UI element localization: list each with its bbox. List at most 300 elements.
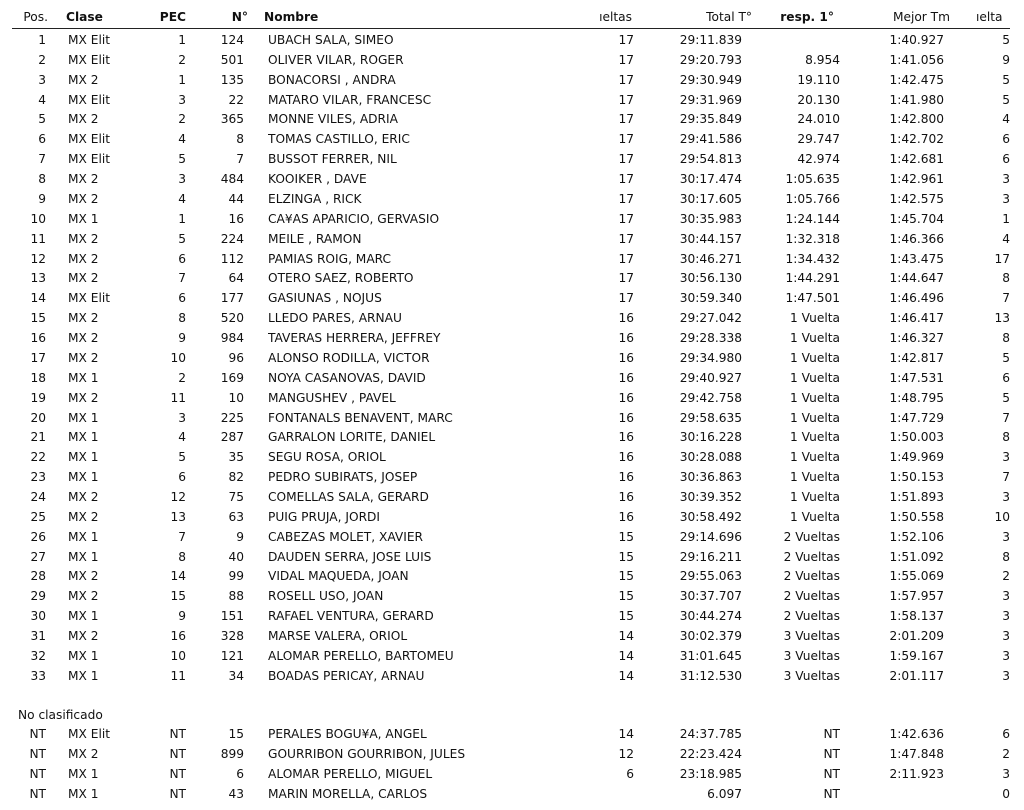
cell-num: 225 <box>220 410 244 425</box>
cell-pec: NT <box>169 747 186 761</box>
cell-pec: 3 <box>178 92 186 107</box>
cell-mejor: 1:42.817 <box>889 350 944 365</box>
cell-pec: NT <box>169 727 186 741</box>
cell-vuelta: 3 <box>1002 609 1010 624</box>
cell-total: 29:42.758 <box>679 390 742 405</box>
cell-total: 30:17.474 <box>679 172 742 187</box>
cell-mejor: 1:50.153 <box>889 470 944 485</box>
cell-total: 24:37.785 <box>679 727 742 741</box>
cell-pec: 3 <box>178 410 186 425</box>
cell-resp: NT <box>823 787 840 801</box>
cell-vueltas: 16 <box>618 311 634 326</box>
cell-mejor: 1:42.702 <box>889 132 944 147</box>
cell-vueltas: 17 <box>618 191 634 206</box>
cell-resp: 1:05.635 <box>785 172 840 187</box>
cell-mejor: 1:40.927 <box>889 33 944 47</box>
header-vueltas: ıeltas <box>599 10 632 24</box>
cell-num: 22 <box>228 92 244 107</box>
cell-pec: 11 <box>170 390 186 405</box>
table-row <box>0 50 1024 70</box>
cell-num: 287 <box>220 430 244 445</box>
cell-mejor: 1:47.848 <box>889 747 944 761</box>
cell-clase: MX 1 <box>68 609 99 624</box>
cell-clase: MX 1 <box>68 211 99 226</box>
table-row <box>0 547 1024 567</box>
cell-vuelta: 5 <box>1002 72 1010 87</box>
cell-vueltas: 17 <box>618 33 634 47</box>
header-mejor: Mejor Tm <box>892 10 950 24</box>
cell-num: 501 <box>220 52 244 67</box>
cell-resp: 2 Vueltas <box>783 589 840 604</box>
cell-vuelta: 1 <box>1002 211 1010 226</box>
cell-mejor: 1:55.069 <box>889 569 944 584</box>
cell-mejor: 1:59.167 <box>889 648 944 663</box>
no-clasificado-label: No clasificado <box>18 708 103 722</box>
cell-mejor: 1:51.893 <box>889 490 944 504</box>
cell-mejor: 1:46.366 <box>889 231 944 246</box>
cell-vueltas: 16 <box>618 430 634 445</box>
cell-pos: NT <box>29 747 46 761</box>
cell-vuelta: 3 <box>1002 629 1010 644</box>
cell-vueltas: 15 <box>618 589 634 604</box>
cell-nombre: RAFAEL VENTURA, GERARD <box>268 609 434 624</box>
cell-nombre: BUSSOT FERRER, NIL <box>268 152 397 167</box>
cell-resp: 2 Vueltas <box>783 569 840 584</box>
cell-vuelta: 6 <box>1002 370 1010 385</box>
cell-nombre: MONNE VILES, ADRIA <box>268 112 398 127</box>
cell-pec: 6 <box>178 251 186 266</box>
cell-vuelta: 6 <box>1002 152 1010 167</box>
table-row <box>0 129 1024 149</box>
cell-resp: NT <box>823 747 840 761</box>
cell-resp: 3 Vueltas <box>783 668 840 683</box>
cell-pos: 8 <box>38 172 46 187</box>
cell-clase: MX 2 <box>68 747 99 761</box>
cell-pos: 29 <box>30 589 46 604</box>
cell-num: 99 <box>228 569 244 584</box>
table-row <box>0 467 1024 487</box>
header-pos: Pos. <box>23 10 48 24</box>
cell-vueltas: 14 <box>618 629 634 644</box>
cell-vuelta: 8 <box>1002 549 1010 564</box>
cell-total: 30:37.707 <box>679 589 742 604</box>
cell-clase: MX 1 <box>68 648 99 663</box>
cell-vuelta: 5 <box>1002 390 1010 405</box>
cell-pec: 11 <box>170 668 186 683</box>
cell-pos: 19 <box>30 390 46 405</box>
cell-pec: 5 <box>178 450 186 465</box>
cell-pos: 30 <box>30 609 46 624</box>
cell-pos: NT <box>29 767 46 781</box>
cell-pos: 25 <box>30 509 46 524</box>
cell-num: 63 <box>228 509 244 524</box>
cell-vuelta: 4 <box>1002 112 1010 127</box>
cell-num: 177 <box>220 291 244 306</box>
cell-pos: 11 <box>30 231 46 246</box>
cell-num: 151 <box>220 609 244 624</box>
cell-pos: 6 <box>38 132 46 147</box>
cell-total: 30:02.379 <box>679 629 742 644</box>
cell-pos: 23 <box>30 470 46 485</box>
cell-total: 29:35.849 <box>679 112 742 127</box>
cell-num: 365 <box>220 112 244 127</box>
cell-num: 10 <box>228 390 244 405</box>
cell-nombre: TAVERAS HERRERA, JEFFREY <box>268 331 441 346</box>
cell-num: 35 <box>228 450 244 465</box>
cell-num: 34 <box>228 668 244 683</box>
cell-vueltas: 17 <box>618 72 634 87</box>
cell-pec: 14 <box>170 569 186 584</box>
cell-total: 30:56.130 <box>679 271 742 286</box>
cell-pos: 15 <box>30 311 46 326</box>
cell-nombre: GASIUNAS , NOJUS <box>268 291 382 306</box>
cell-clase: MX 2 <box>68 331 99 346</box>
cell-num: 15 <box>228 727 244 741</box>
cell-pec: 8 <box>178 549 186 564</box>
cell-mejor: 1:49.969 <box>889 450 944 465</box>
cell-total: 29:11.839 <box>679 33 742 47</box>
cell-clase: MX 1 <box>68 787 99 801</box>
cell-clase: MX 2 <box>68 509 99 524</box>
cell-pec: 1 <box>178 33 186 47</box>
table-row <box>0 70 1024 90</box>
cell-pec: 4 <box>178 132 186 147</box>
table-header <box>0 7 1024 27</box>
cell-total: 30:44.274 <box>679 609 742 624</box>
cell-pos: 28 <box>30 569 46 584</box>
table-row <box>0 229 1024 249</box>
cell-mejor: 1:47.729 <box>889 410 944 425</box>
cell-clase: MX Elit <box>68 152 110 167</box>
cell-resp: 1 Vuelta <box>790 450 840 465</box>
cell-vuelta: 7 <box>1002 410 1010 425</box>
cell-mejor: 1:44.647 <box>889 271 944 286</box>
table-row <box>0 288 1024 308</box>
cell-nombre: COMELLAS SALA, GERARD <box>268 490 429 504</box>
cell-vueltas: 17 <box>618 291 634 306</box>
cell-vueltas: 16 <box>618 390 634 405</box>
cell-resp: NT <box>823 727 840 741</box>
cell-mejor: 1:43.475 <box>889 251 944 266</box>
cell-clase: MX Elit <box>68 33 110 47</box>
cell-num: 7 <box>236 152 244 167</box>
cell-pec: 2 <box>178 52 186 67</box>
cell-total: 30:58.492 <box>679 509 742 524</box>
cell-mejor: 1:42.961 <box>889 172 944 187</box>
cell-nombre: GOURRIBON GOURRIBON, JULES <box>268 747 466 761</box>
cell-mejor: 1:47.531 <box>889 370 944 385</box>
cell-resp: 1:47.501 <box>785 291 840 306</box>
cell-clase: MX 2 <box>68 72 99 87</box>
cell-nombre: UBACH SALA, SIMEO <box>268 33 394 47</box>
cell-pec: 4 <box>178 430 186 445</box>
cell-pec: 4 <box>178 191 186 206</box>
cell-vueltas: 15 <box>618 569 634 584</box>
table-row <box>0 507 1024 527</box>
cell-total: 29:31.969 <box>679 92 742 107</box>
cell-num: 484 <box>220 172 244 187</box>
cell-clase: MX 1 <box>68 767 99 781</box>
cell-total: 30:16.228 <box>679 430 742 445</box>
table-row <box>0 487 1024 507</box>
cell-vuelta: 3 <box>1002 668 1010 683</box>
cell-nombre: FONTANALS BENAVENT, MARC <box>268 410 453 425</box>
cell-mejor: 1:46.496 <box>889 291 944 306</box>
cell-clase: MX 1 <box>68 450 99 465</box>
cell-pos: 18 <box>30 370 46 385</box>
cell-pos: 21 <box>30 430 46 445</box>
table-row <box>0 308 1024 328</box>
cell-total: 29:41.586 <box>679 132 742 147</box>
table-row <box>0 784 1024 804</box>
cell-vueltas: 17 <box>618 92 634 107</box>
cell-num: 124 <box>220 33 244 47</box>
table-row <box>0 646 1024 666</box>
cell-clase: MX Elit <box>68 727 110 741</box>
cell-nombre: DAUDEN SERRA, JOSE LUIS <box>268 549 432 564</box>
cell-total: 29:58.635 <box>679 410 742 425</box>
cell-mejor: 1:51.092 <box>889 549 944 564</box>
cell-pec: 2 <box>178 370 186 385</box>
cell-total: 30:35.983 <box>679 211 742 226</box>
cell-nombre: BOADAS PERICAY, ARNAU <box>268 668 425 683</box>
cell-num: 43 <box>228 787 244 801</box>
cell-resp: 1:32.318 <box>785 231 840 246</box>
cell-pos: 9 <box>38 191 46 206</box>
cell-resp: 2 Vueltas <box>783 549 840 564</box>
cell-mejor: 1:42.800 <box>889 112 944 127</box>
cell-nombre: PAMIAS ROIG, MARC <box>268 251 392 266</box>
cell-resp: 1:24.144 <box>785 211 840 226</box>
cell-total: 30:28.088 <box>679 450 742 465</box>
cell-resp: 1 Vuelta <box>790 390 840 405</box>
cell-pos: 31 <box>30 629 46 644</box>
header-num: N° <box>231 10 248 24</box>
cell-vueltas: 17 <box>618 132 634 147</box>
cell-vuelta: 5 <box>1002 92 1010 107</box>
cell-vuelta: 13 <box>994 311 1010 326</box>
table-row <box>0 447 1024 467</box>
cell-clase: MX 2 <box>68 191 99 206</box>
cell-clase: MX 2 <box>68 390 99 405</box>
cell-vuelta: 2 <box>1002 747 1010 761</box>
cell-pos: 10 <box>30 211 46 226</box>
table-row <box>0 527 1024 547</box>
table-row <box>0 724 1024 744</box>
cell-pec: 13 <box>170 509 186 524</box>
cell-pec: 5 <box>178 152 186 167</box>
cell-nombre: OTERO SAEZ, ROBERTO <box>268 271 414 286</box>
cell-resp: 1:44.291 <box>785 271 840 286</box>
cell-vuelta: 8 <box>1002 430 1010 445</box>
cell-pos: 17 <box>30 350 46 365</box>
cell-vueltas: 16 <box>618 370 634 385</box>
cell-pos: 12 <box>30 251 46 266</box>
cell-total: 6.097 <box>707 787 742 801</box>
table-row <box>0 368 1024 388</box>
cell-nombre: VIDAL MAQUEDA, JOAN <box>268 569 409 584</box>
header-pec: PEC <box>159 10 186 24</box>
cell-pec: 6 <box>178 470 186 485</box>
cell-clase: MX Elit <box>68 291 110 306</box>
cell-vuelta: 3 <box>1002 767 1010 781</box>
cell-num: 135 <box>220 72 244 87</box>
cell-total: 31:01.645 <box>679 648 742 663</box>
header-nombre: Nombre <box>264 10 319 24</box>
cell-resp: 3 Vueltas <box>783 629 840 644</box>
table-row <box>0 408 1024 428</box>
cell-pec: 8 <box>178 311 186 326</box>
cell-pos: NT <box>29 727 46 741</box>
cell-resp: 19.110 <box>797 72 840 87</box>
cell-nombre: GARRALON LORITE, DANIEL <box>268 430 436 445</box>
cell-vueltas: 14 <box>618 668 634 683</box>
cell-vueltas: 16 <box>618 331 634 346</box>
cell-total: 29:54.813 <box>679 152 742 167</box>
cell-num: 44 <box>228 191 244 206</box>
cell-resp: 8.954 <box>805 52 840 67</box>
cell-num: 520 <box>220 311 244 326</box>
table-row <box>0 109 1024 129</box>
cell-resp: 1 Vuelta <box>790 370 840 385</box>
cell-nombre: MANGUSHEV , PAVEL <box>268 390 396 405</box>
cell-vueltas: 6 <box>626 767 634 781</box>
cell-mejor: 1:50.003 <box>889 430 944 445</box>
cell-nombre: ALOMAR PERELLO, MIGUEL <box>268 767 433 781</box>
cell-clase: MX 1 <box>68 470 99 485</box>
cell-vueltas: 17 <box>618 231 634 246</box>
table-row <box>0 189 1024 209</box>
cell-vueltas: 16 <box>618 490 634 504</box>
cell-mejor: 1:57.957 <box>889 589 944 604</box>
header-resp: resp. 1° <box>780 10 834 24</box>
cell-vueltas: 16 <box>618 410 634 425</box>
cell-pos: 32 <box>30 648 46 663</box>
cell-pec: 2 <box>178 112 186 127</box>
cell-resp: 1 Vuelta <box>790 490 840 504</box>
header-divider <box>12 28 1010 29</box>
cell-resp: 3 Vueltas <box>783 648 840 663</box>
cell-resp: 20.130 <box>797 92 840 107</box>
cell-nombre: LLEDO PARES, ARNAU <box>268 311 402 326</box>
cell-clase: MX 2 <box>68 490 99 504</box>
cell-vuelta: 9 <box>1002 52 1010 67</box>
table-row <box>0 586 1024 606</box>
cell-pos: 24 <box>30 490 46 504</box>
cell-mejor: 1:42.575 <box>889 191 944 206</box>
cell-vueltas: 17 <box>618 271 634 286</box>
cell-resp: NT <box>823 767 840 781</box>
cell-clase: MX 2 <box>68 311 99 326</box>
cell-clase: MX 1 <box>68 410 99 425</box>
cell-clase: MX 2 <box>68 112 99 127</box>
cell-mejor: 2:01.117 <box>889 668 944 683</box>
cell-clase: MX Elit <box>68 52 110 67</box>
cell-vueltas: 17 <box>618 251 634 266</box>
cell-nombre: MARIN MORELLA, CARLOS <box>268 787 428 801</box>
cell-resp: 1:34.432 <box>785 251 840 266</box>
cell-resp: 24.010 <box>797 112 840 127</box>
cell-nombre: CA¥AS APARICIO, GERVASIO <box>268 211 440 226</box>
cell-vueltas: 16 <box>618 509 634 524</box>
cell-pos: 3 <box>38 72 46 87</box>
cell-mejor: 1:42.475 <box>889 72 944 87</box>
cell-resp: 2 Vueltas <box>783 529 840 544</box>
cell-mejor: 1:46.417 <box>889 311 944 326</box>
cell-vuelta: 5 <box>1002 33 1010 47</box>
table-row <box>0 30 1024 50</box>
cell-vueltas: 14 <box>618 727 634 741</box>
cell-vueltas: 16 <box>618 350 634 365</box>
table-row <box>0 348 1024 368</box>
cell-resp: 1 Vuelta <box>790 350 840 365</box>
cell-pec: 9 <box>178 609 186 624</box>
cell-vuelta: 7 <box>1002 291 1010 306</box>
cell-pos: 26 <box>30 529 46 544</box>
cell-vueltas: 17 <box>618 52 634 67</box>
cell-mejor: 1:41.056 <box>889 52 944 67</box>
table-row <box>0 566 1024 586</box>
cell-clase: MX 1 <box>68 430 99 445</box>
cell-vuelta: 3 <box>1002 529 1010 544</box>
cell-pos: 27 <box>30 549 46 564</box>
cell-clase: MX 1 <box>68 529 99 544</box>
cell-vuelta: 2 <box>1002 569 1010 584</box>
cell-clase: MX 2 <box>68 629 99 644</box>
cell-clase: MX 1 <box>68 549 99 564</box>
cell-vuelta: 17 <box>994 251 1010 266</box>
cell-num: 224 <box>220 231 244 246</box>
cell-total: 29:28.338 <box>679 331 742 346</box>
table-row <box>0 149 1024 169</box>
cell-clase: MX 1 <box>68 370 99 385</box>
cell-total: 29:27.042 <box>679 311 742 326</box>
cell-vueltas: 14 <box>618 648 634 663</box>
cell-vuelta: 0 <box>1002 787 1010 801</box>
cell-vueltas: 17 <box>618 112 634 127</box>
cell-pos: 14 <box>30 291 46 306</box>
cell-resp: 1 Vuelta <box>790 430 840 445</box>
cell-vuelta: 3 <box>1002 589 1010 604</box>
table-row <box>0 249 1024 269</box>
cell-vueltas: 12 <box>618 747 634 761</box>
cell-resp: 1 Vuelta <box>790 410 840 425</box>
cell-total: 30:36.863 <box>679 470 742 485</box>
cell-num: 112 <box>220 251 244 266</box>
cell-num: 96 <box>228 350 244 365</box>
cell-vuelta: 3 <box>1002 172 1010 187</box>
cell-clase: MX Elit <box>68 92 110 107</box>
cell-vueltas: 17 <box>618 152 634 167</box>
cell-total: 22:23.424 <box>679 747 742 761</box>
cell-clase: MX 1 <box>68 668 99 683</box>
cell-pec: 10 <box>170 648 186 663</box>
table-row <box>0 666 1024 686</box>
cell-num: 88 <box>228 589 244 604</box>
table-row <box>0 606 1024 626</box>
cell-total: 29:20.793 <box>679 52 742 67</box>
cell-nombre: ROSELL USO, JOAN <box>268 589 384 604</box>
cell-pos: NT <box>29 787 46 801</box>
cell-vueltas: 16 <box>618 470 634 485</box>
cell-resp: 42.974 <box>797 152 840 167</box>
cell-vueltas: 15 <box>618 549 634 564</box>
cell-pec: NT <box>169 787 186 801</box>
table-row <box>0 626 1024 646</box>
cell-total: 30:44.157 <box>679 231 742 246</box>
cell-nombre: CABEZAS MOLET, XAVIER <box>268 529 424 544</box>
cell-vueltas: 17 <box>618 172 634 187</box>
